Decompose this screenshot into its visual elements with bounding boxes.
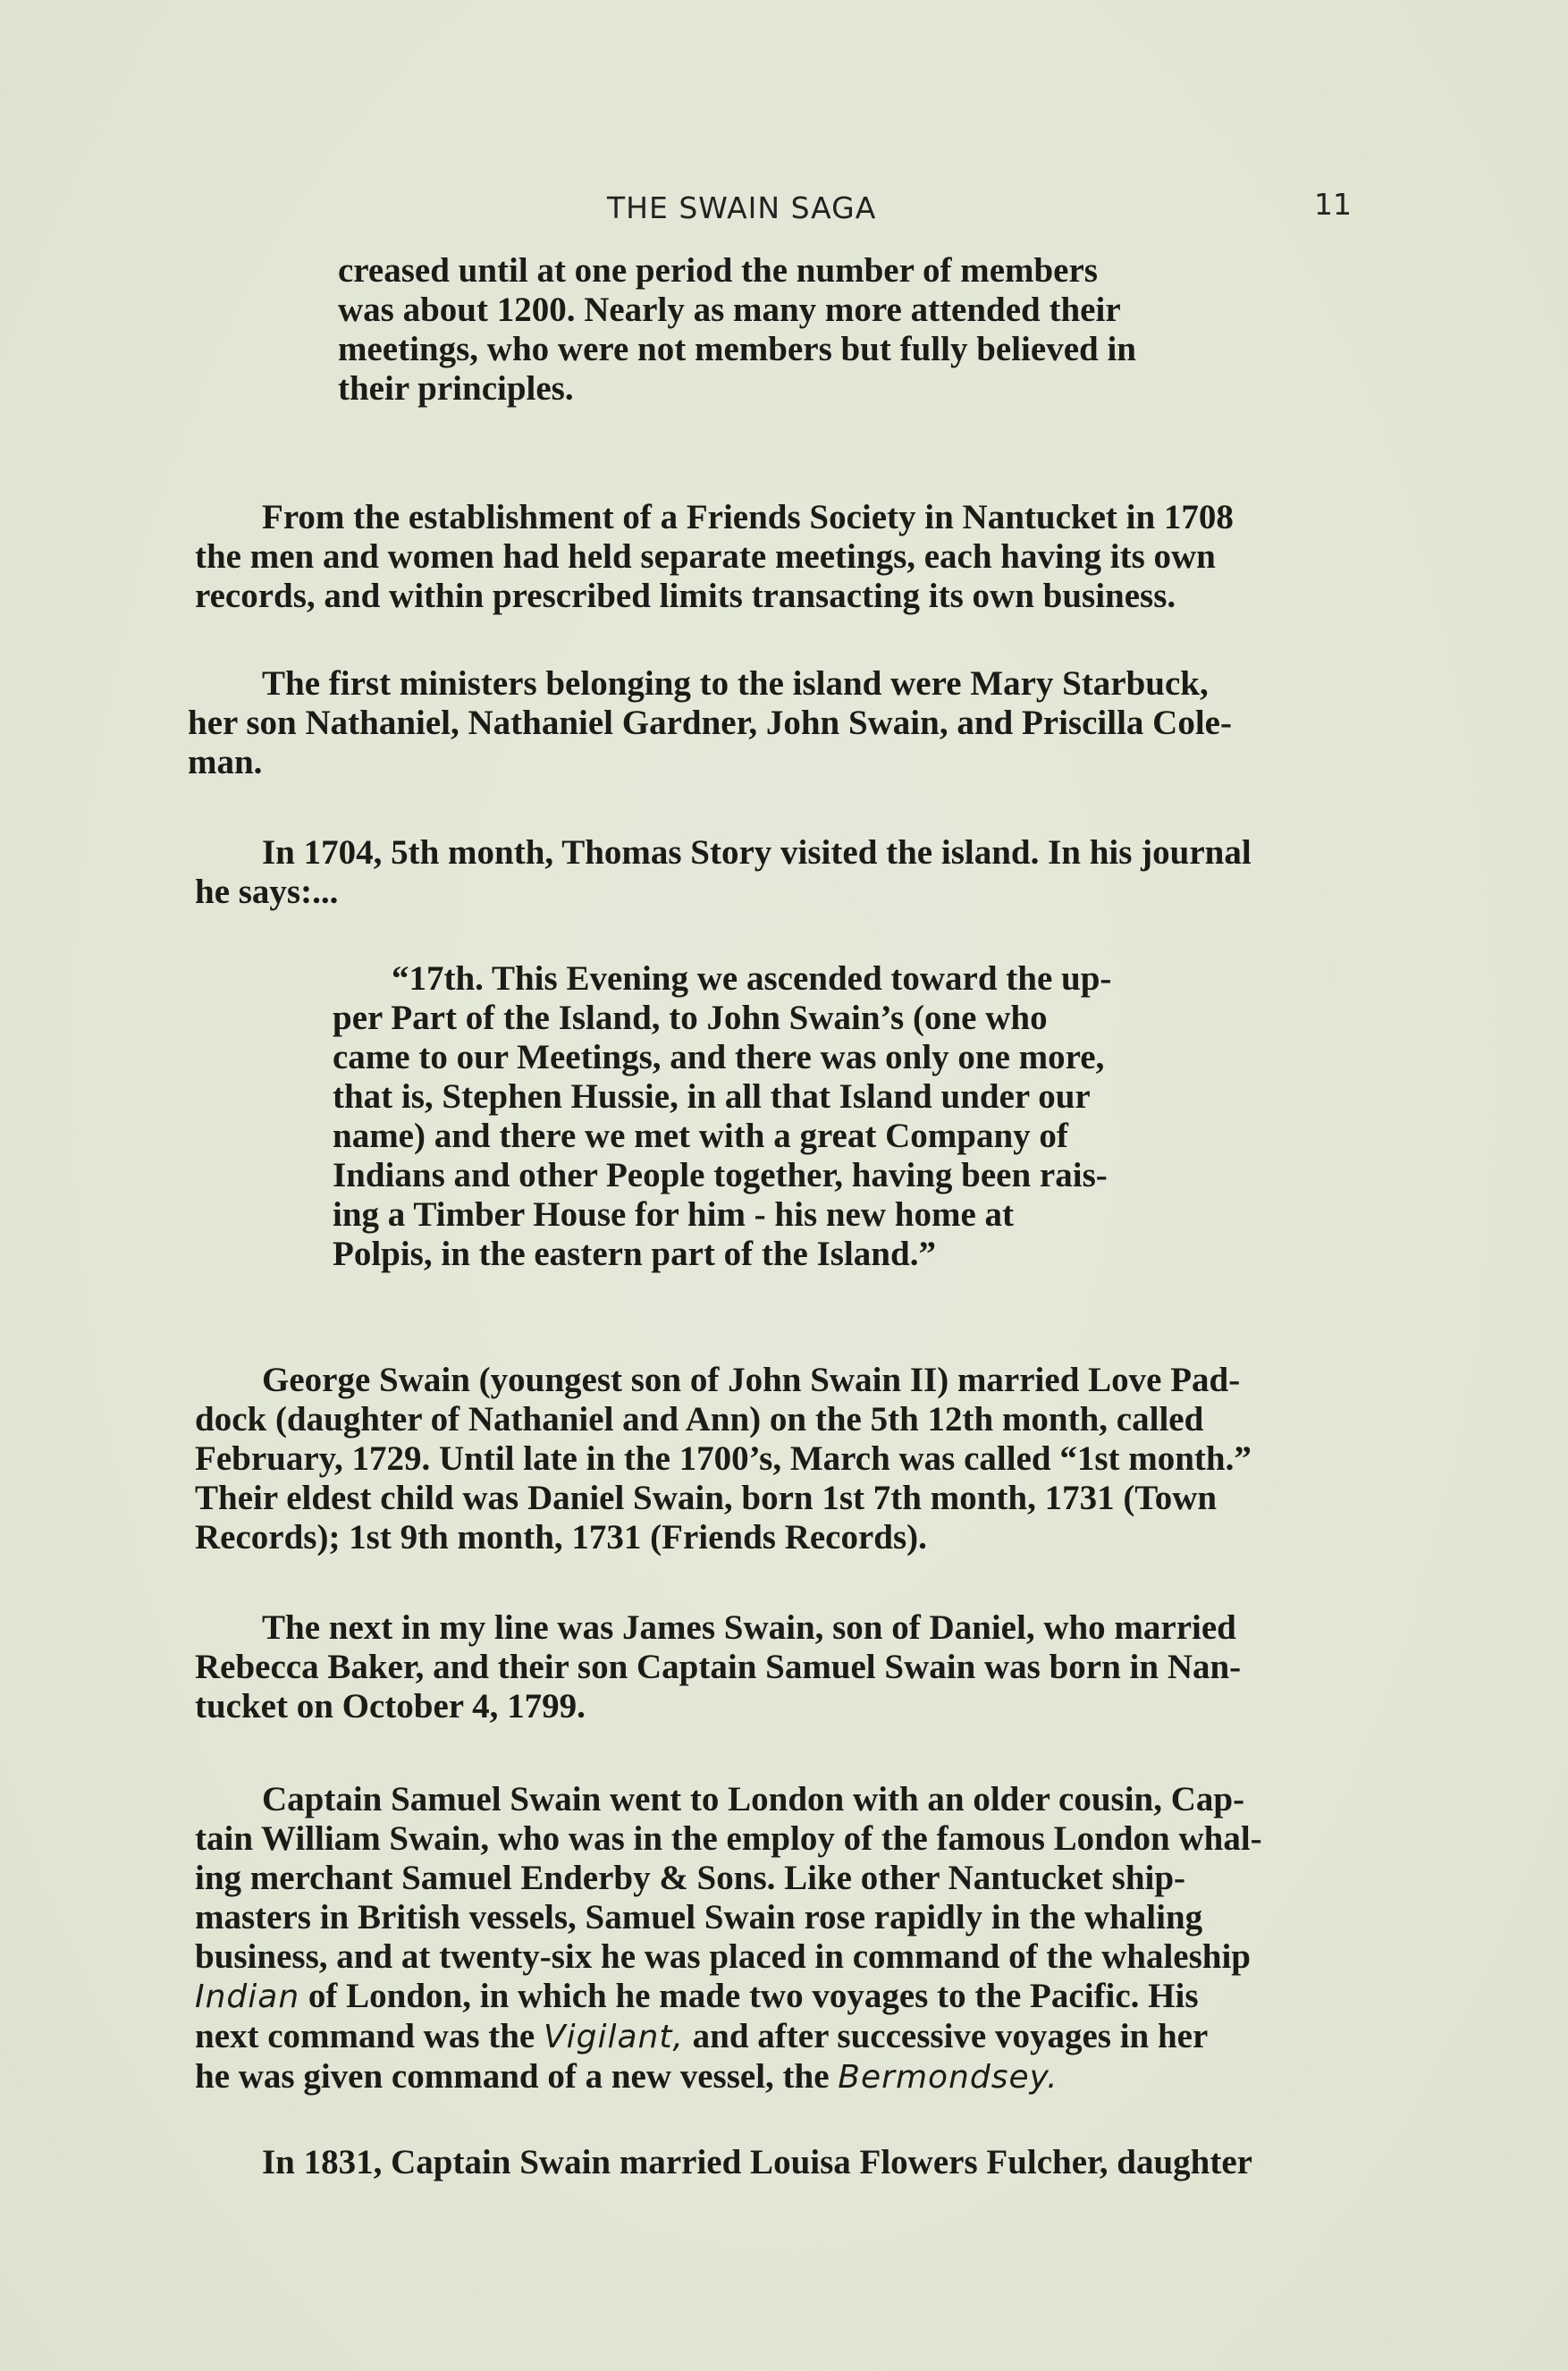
paragraph-line: the men and women had held separate meetings, each having its own (195, 537, 1216, 576)
paragraph-line: he says:... (195, 873, 339, 911)
paragraph-marriage (195, 2143, 1357, 2182)
quote2-line: name) and there we met with a great Company of (333, 1117, 1068, 1155)
paragraph-line: records, and within prescribed limits transacting its own business. (195, 577, 1176, 615)
quote2-line: ing a Timber House for him - his new home at (333, 1195, 1015, 1234)
paragraph-samuel-swain (195, 1780, 1357, 2097)
paragraph-line: business, and at twenty-six he was placed in command of the whaleship (195, 1937, 1251, 1976)
paragraph-line: February, 1729. Until late in the 1700’s, March was called “1st month.” (195, 1439, 1252, 1478)
line-text: he was given command of a new vessel, the (195, 2057, 839, 2096)
paragraph-line (195, 2017, 1357, 2057)
paragraph-george-swain (195, 1361, 1357, 1557)
paragraph-line: From the establishment of a Friends Society in Nantucket in 1708 (262, 498, 1234, 536)
paragraph-line: her son Nathaniel, Nathaniel Gardner, John Swain, and Priscilla Cole- (188, 704, 1232, 742)
quote2-line: came to our Meetings, and there was only one more, (333, 1038, 1105, 1076)
paragraph-james-swain (195, 1608, 1357, 1726)
paragraph-line: The next in my line was James Swain, son of Daniel, who married (262, 1608, 1236, 1647)
paragraph-line: George Swain (youngest son of John Swain II) married Love Pad- (262, 1361, 1241, 1399)
page-number: 11 (1314, 187, 1352, 222)
paragraph-line: Rebecca Baker, and their son Captain Samuel Swain was born in Nan- (195, 1648, 1242, 1686)
quote2-line: “17th. This Evening we ascended toward the up- (392, 959, 1112, 998)
paragraph-line: tain William Swain, who was in the employ of the famous London whal- (195, 1819, 1262, 1858)
quote-block-journal (333, 959, 1227, 1274)
paragraph-line: masters in British vessels, Samuel Swain rose rapidly in the whaling (195, 1898, 1203, 1936)
ship-name-vigilant: Vigilant, (543, 2019, 684, 2055)
paragraph-line (195, 1977, 1357, 2017)
ship-name-indian: Indian (195, 1979, 300, 2015)
ship-name-bermondsey: Bermondsey. (838, 2059, 1058, 2096)
quote1-line: creased until at one period the number of members (338, 251, 1098, 290)
paragraph-line: tucket on October 4, 1799. (195, 1687, 586, 1726)
paragraph-line: Records); 1st 9th month, 1731 (Friends Records). (195, 1518, 927, 1557)
quote1-line: their principles. (338, 369, 574, 408)
paragraph-line: ing merchant Samuel Enderby & Sons. Like other Nantucket ship- (195, 1859, 1186, 1897)
paragraph-line: Captain Samuel Swain went to London with an older cousin, Cap- (262, 1780, 1245, 1818)
running-title: THE SWAIN SAGA (607, 190, 877, 225)
quote2-line: Polpis, in the eastern part of the Island.” (333, 1235, 936, 1273)
line-text: of London, in which he made two voyages to the Pacific. His (299, 1977, 1199, 2015)
line-text: next command was the (195, 2017, 544, 2055)
quote-block-1 (338, 251, 1232, 409)
paragraph-first-ministers (188, 664, 1368, 782)
paragraph-line (195, 2057, 1357, 2097)
paragraph-line: Their eldest child was Daniel Swain, born 1st 7th month, 1731 (Town (195, 1479, 1218, 1517)
quote2-line: that is, Stephen Hussie, in all that Island under our (333, 1077, 1091, 1116)
quote1-line: was about 1200. Nearly as many more attended their (338, 291, 1121, 329)
quote1-line: meetings, who were not members but fully believed in (338, 330, 1136, 368)
paragraph-line: In 1831, Captain Swain married Louisa Flowers Fulcher, daughter (262, 2143, 1252, 2181)
paragraph-line: man. (188, 743, 263, 781)
paragraph-line: In 1704, 5th month, Thomas Story visited the island. In his journal (262, 833, 1252, 872)
paragraph-thomas-story (195, 833, 1357, 912)
quote2-line: per Part of the Island, to John Swain’s (one who (333, 999, 1048, 1037)
quote2-line: Indians and other People together, having been rais- (333, 1156, 1108, 1194)
paragraph-line: dock (daughter of Nathaniel and Ann) on the 5th 12th month, called (195, 1400, 1204, 1439)
running-header (0, 183, 1568, 228)
line-text: and after successive voyages in her (683, 2017, 1209, 2055)
paragraph-line: The first ministers belonging to the island were Mary Starbuck, (262, 664, 1209, 703)
paragraph-friends-society (195, 498, 1357, 616)
